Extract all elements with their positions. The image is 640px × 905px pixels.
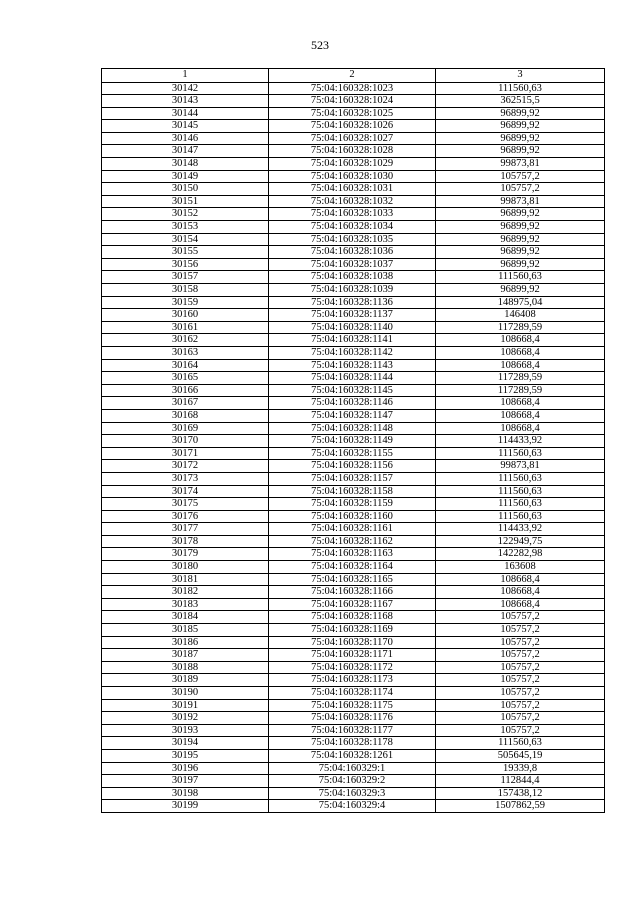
cadastral-number-cell: 75:04:160328:1038 bbox=[269, 271, 436, 284]
row-number-cell: 30170 bbox=[102, 435, 269, 448]
cadastral-number-cell: 75:04:160328:1164 bbox=[269, 561, 436, 574]
cadastral-number-cell: 75:04:160328:1030 bbox=[269, 170, 436, 183]
table-row bbox=[102, 409, 605, 422]
value-cell: 105757,2 bbox=[436, 687, 605, 700]
value-cell: 117289,59 bbox=[436, 321, 605, 334]
cadastral-number-cell: 75:04:160328:1161 bbox=[269, 523, 436, 536]
cadastral-number-cell: 75:04:160328:1174 bbox=[269, 687, 436, 700]
value-cell: 108668,4 bbox=[436, 397, 605, 410]
table-row bbox=[102, 208, 605, 221]
cadastral-number-cell: 75:04:160328:1037 bbox=[269, 258, 436, 271]
value-cell: 114433,92 bbox=[436, 435, 605, 448]
cadastral-number-cell: 75:04:160328:1028 bbox=[269, 145, 436, 158]
table-row bbox=[102, 699, 605, 712]
page-number: 523 bbox=[311, 38, 329, 52]
value-cell: 96899,92 bbox=[436, 284, 605, 297]
row-number-cell: 30155 bbox=[102, 246, 269, 259]
row-number-cell: 30157 bbox=[102, 271, 269, 284]
table-row bbox=[102, 510, 605, 523]
table-row bbox=[102, 624, 605, 637]
cadastral-number-cell: 75:04:160328:1177 bbox=[269, 724, 436, 737]
value-cell: 111560,63 bbox=[436, 485, 605, 498]
cadastral-number-cell: 75:04:160328:1149 bbox=[269, 435, 436, 448]
value-cell: 114433,92 bbox=[436, 523, 605, 536]
row-number-cell: 30183 bbox=[102, 598, 269, 611]
table-row bbox=[102, 787, 605, 800]
table-row bbox=[102, 460, 605, 473]
table-row bbox=[102, 762, 605, 775]
row-number-cell: 30148 bbox=[102, 158, 269, 171]
value-cell: 111560,63 bbox=[436, 510, 605, 523]
table-row bbox=[102, 132, 605, 145]
cadastral-number-cell: 75:04:160328:1036 bbox=[269, 246, 436, 259]
value-cell: 105757,2 bbox=[436, 183, 605, 196]
row-number-cell: 30143 bbox=[102, 95, 269, 108]
cadastral-number-cell: 75:04:160328:1163 bbox=[269, 548, 436, 561]
value-cell: 111560,63 bbox=[436, 472, 605, 485]
cadastral-number-cell: 75:04:160328:1033 bbox=[269, 208, 436, 221]
cadastral-number-cell: 75:04:160328:1148 bbox=[269, 422, 436, 435]
row-number-cell: 30173 bbox=[102, 472, 269, 485]
cadastral-number-cell: 75:04:160328:1032 bbox=[269, 195, 436, 208]
cadastral-number-cell: 75:04:160328:1172 bbox=[269, 661, 436, 674]
value-cell: 142282,98 bbox=[436, 548, 605, 561]
value-cell: 117289,59 bbox=[436, 384, 605, 397]
row-number-cell: 30158 bbox=[102, 284, 269, 297]
table-row bbox=[102, 183, 605, 196]
cadastral-number-cell: 75:04:160328:1176 bbox=[269, 712, 436, 725]
value-cell: 105757,2 bbox=[436, 699, 605, 712]
cadastral-number-cell: 75:04:160328:1027 bbox=[269, 132, 436, 145]
cadastral-number-cell: 75:04:160328:1140 bbox=[269, 321, 436, 334]
row-number-cell: 30154 bbox=[102, 233, 269, 246]
table-row bbox=[102, 309, 605, 322]
column-header-1: 1 bbox=[102, 69, 269, 83]
table-row bbox=[102, 687, 605, 700]
table-row bbox=[102, 561, 605, 574]
value-cell: 108668,4 bbox=[436, 409, 605, 422]
value-cell: 96899,92 bbox=[436, 132, 605, 145]
value-cell: 108668,4 bbox=[436, 346, 605, 359]
table-row bbox=[102, 737, 605, 750]
cadastral-number-cell: 75:04:160328:1178 bbox=[269, 737, 436, 750]
cadastral-value-table bbox=[101, 68, 605, 813]
table-row bbox=[102, 749, 605, 762]
row-number-cell: 30175 bbox=[102, 498, 269, 511]
row-number-cell: 30167 bbox=[102, 397, 269, 410]
cadastral-number-cell: 75:04:160328:1166 bbox=[269, 586, 436, 599]
value-cell: 96899,92 bbox=[436, 221, 605, 234]
row-number-cell: 30161 bbox=[102, 321, 269, 334]
cadastral-number-cell: 75:04:160328:1142 bbox=[269, 346, 436, 359]
row-number-cell: 30178 bbox=[102, 535, 269, 548]
table-row bbox=[102, 485, 605, 498]
value-cell: 108668,4 bbox=[436, 422, 605, 435]
row-number-cell: 30151 bbox=[102, 195, 269, 208]
header-row bbox=[102, 69, 605, 83]
table-row bbox=[102, 636, 605, 649]
cadastral-number-cell: 75:04:160328:1039 bbox=[269, 284, 436, 297]
cadastral-number-cell: 75:04:160329:4 bbox=[269, 800, 436, 813]
table-row bbox=[102, 800, 605, 813]
cadastral-number-cell: 75:04:160328:1137 bbox=[269, 309, 436, 322]
table-row bbox=[102, 586, 605, 599]
value-cell: 111560,63 bbox=[436, 82, 605, 95]
table-row bbox=[102, 372, 605, 385]
value-cell: 105757,2 bbox=[436, 661, 605, 674]
value-cell: 105757,2 bbox=[436, 636, 605, 649]
table-row bbox=[102, 674, 605, 687]
row-number-cell: 30194 bbox=[102, 737, 269, 750]
row-number-cell: 30180 bbox=[102, 561, 269, 574]
table-row bbox=[102, 334, 605, 347]
table-row bbox=[102, 548, 605, 561]
row-number-cell: 30165 bbox=[102, 372, 269, 385]
table-row bbox=[102, 95, 605, 108]
value-cell: 19339,8 bbox=[436, 762, 605, 775]
row-number-cell: 30197 bbox=[102, 775, 269, 788]
table-row bbox=[102, 221, 605, 234]
cadastral-number-cell: 75:04:160328:1157 bbox=[269, 472, 436, 485]
row-number-cell: 30176 bbox=[102, 510, 269, 523]
row-number-cell: 30149 bbox=[102, 170, 269, 183]
value-cell: 105757,2 bbox=[436, 724, 605, 737]
row-number-cell: 30182 bbox=[102, 586, 269, 599]
table-row bbox=[102, 296, 605, 309]
cadastral-number-cell: 75:04:160328:1170 bbox=[269, 636, 436, 649]
table-row bbox=[102, 195, 605, 208]
row-number-cell: 30144 bbox=[102, 107, 269, 120]
value-cell: 105757,2 bbox=[436, 624, 605, 637]
row-number-cell: 30193 bbox=[102, 724, 269, 737]
value-cell: 146408 bbox=[436, 309, 605, 322]
row-number-cell: 30156 bbox=[102, 258, 269, 271]
value-cell: 96899,92 bbox=[436, 145, 605, 158]
row-number-cell: 30196 bbox=[102, 762, 269, 775]
cadastral-number-cell: 75:04:160328:1029 bbox=[269, 158, 436, 171]
table-row bbox=[102, 359, 605, 372]
table-row bbox=[102, 246, 605, 259]
table-row bbox=[102, 435, 605, 448]
value-cell: 96899,92 bbox=[436, 246, 605, 259]
value-cell: 505645,19 bbox=[436, 749, 605, 762]
value-cell: 108668,4 bbox=[436, 359, 605, 372]
cadastral-number-cell: 75:04:160328:1167 bbox=[269, 598, 436, 611]
table-body bbox=[102, 82, 605, 812]
value-cell: 111560,63 bbox=[436, 447, 605, 460]
row-number-cell: 30159 bbox=[102, 296, 269, 309]
row-number-cell: 30195 bbox=[102, 749, 269, 762]
cadastral-number-cell: 75:04:160328:1173 bbox=[269, 674, 436, 687]
table-row bbox=[102, 384, 605, 397]
value-cell: 105757,2 bbox=[436, 712, 605, 725]
table-row bbox=[102, 284, 605, 297]
cadastral-number-cell: 75:04:160328:1168 bbox=[269, 611, 436, 624]
cadastral-number-cell: 75:04:160328:1141 bbox=[269, 334, 436, 347]
row-number-cell: 30166 bbox=[102, 384, 269, 397]
row-number-cell: 30171 bbox=[102, 447, 269, 460]
row-number-cell: 30172 bbox=[102, 460, 269, 473]
cadastral-number-cell: 75:04:160328:1146 bbox=[269, 397, 436, 410]
cadastral-number-cell: 75:04:160328:1023 bbox=[269, 82, 436, 95]
table-row bbox=[102, 712, 605, 725]
column-header-3: 3 bbox=[436, 69, 605, 83]
cadastral-number-cell: 75:04:160328:1159 bbox=[269, 498, 436, 511]
cadastral-number-cell: 75:04:160328:1035 bbox=[269, 233, 436, 246]
value-cell: 99873,81 bbox=[436, 158, 605, 171]
row-number-cell: 30187 bbox=[102, 649, 269, 662]
cadastral-number-cell: 75:04:160328:1261 bbox=[269, 749, 436, 762]
row-number-cell: 30190 bbox=[102, 687, 269, 700]
row-number-cell: 30169 bbox=[102, 422, 269, 435]
table-row bbox=[102, 598, 605, 611]
row-number-cell: 30160 bbox=[102, 309, 269, 322]
table-row bbox=[102, 346, 605, 359]
cadastral-number-cell: 75:04:160328:1034 bbox=[269, 221, 436, 234]
value-cell: 111560,63 bbox=[436, 737, 605, 750]
row-number-cell: 30152 bbox=[102, 208, 269, 221]
cadastral-number-cell: 75:04:160328:1147 bbox=[269, 409, 436, 422]
value-cell: 105757,2 bbox=[436, 170, 605, 183]
table-row bbox=[102, 447, 605, 460]
row-number-cell: 30185 bbox=[102, 624, 269, 637]
value-cell: 163608 bbox=[436, 561, 605, 574]
cadastral-number-cell: 75:04:160328:1145 bbox=[269, 384, 436, 397]
row-number-cell: 30164 bbox=[102, 359, 269, 372]
table-row bbox=[102, 258, 605, 271]
cadastral-number-cell: 75:04:160328:1144 bbox=[269, 372, 436, 385]
row-number-cell: 30191 bbox=[102, 699, 269, 712]
cadastral-number-cell: 75:04:160328:1143 bbox=[269, 359, 436, 372]
cadastral-number-cell: 75:04:160328:1156 bbox=[269, 460, 436, 473]
cadastral-number-cell: 75:04:160328:1169 bbox=[269, 624, 436, 637]
row-number-cell: 30145 bbox=[102, 120, 269, 133]
value-cell: 96899,92 bbox=[436, 258, 605, 271]
value-cell: 105757,2 bbox=[436, 674, 605, 687]
cadastral-number-cell: 75:04:160328:1026 bbox=[269, 120, 436, 133]
cadastral-number-cell: 75:04:160328:1025 bbox=[269, 107, 436, 120]
value-cell: 1507862,59 bbox=[436, 800, 605, 813]
value-cell: 108668,4 bbox=[436, 598, 605, 611]
value-cell: 99873,81 bbox=[436, 195, 605, 208]
table-row bbox=[102, 107, 605, 120]
value-cell: 111560,63 bbox=[436, 498, 605, 511]
value-cell: 148975,04 bbox=[436, 296, 605, 309]
table-row bbox=[102, 321, 605, 334]
table-row bbox=[102, 661, 605, 674]
value-cell: 99873,81 bbox=[436, 460, 605, 473]
table-row bbox=[102, 724, 605, 737]
value-cell: 362515,5 bbox=[436, 95, 605, 108]
row-number-cell: 30198 bbox=[102, 787, 269, 800]
row-number-cell: 30199 bbox=[102, 800, 269, 813]
value-cell: 105757,2 bbox=[436, 649, 605, 662]
row-number-cell: 30188 bbox=[102, 661, 269, 674]
cadastral-number-cell: 75:04:160329:3 bbox=[269, 787, 436, 800]
cadastral-number-cell: 75:04:160328:1165 bbox=[269, 573, 436, 586]
value-cell: 96899,92 bbox=[436, 208, 605, 221]
table-row bbox=[102, 233, 605, 246]
row-number-cell: 30146 bbox=[102, 132, 269, 145]
table-row bbox=[102, 775, 605, 788]
row-number-cell: 30147 bbox=[102, 145, 269, 158]
cadastral-number-cell: 75:04:160328:1155 bbox=[269, 447, 436, 460]
table-row bbox=[102, 535, 605, 548]
value-cell: 96899,92 bbox=[436, 120, 605, 133]
table-row bbox=[102, 523, 605, 536]
value-cell: 111560,63 bbox=[436, 271, 605, 284]
row-number-cell: 30168 bbox=[102, 409, 269, 422]
value-cell: 122949,75 bbox=[436, 535, 605, 548]
cadastral-number-cell: 75:04:160328:1162 bbox=[269, 535, 436, 548]
table-row bbox=[102, 145, 605, 158]
table-row bbox=[102, 120, 605, 133]
cadastral-number-cell: 75:04:160328:1136 bbox=[269, 296, 436, 309]
value-cell: 108668,4 bbox=[436, 573, 605, 586]
cadastral-number-cell: 75:04:160328:1158 bbox=[269, 485, 436, 498]
value-cell: 108668,4 bbox=[436, 334, 605, 347]
value-cell: 105757,2 bbox=[436, 611, 605, 624]
row-number-cell: 30162 bbox=[102, 334, 269, 347]
value-cell: 108668,4 bbox=[436, 586, 605, 599]
table-row bbox=[102, 82, 605, 95]
cadastral-number-cell: 75:04:160328:1160 bbox=[269, 510, 436, 523]
row-number-cell: 30192 bbox=[102, 712, 269, 725]
cadastral-number-cell: 75:04:160328:1024 bbox=[269, 95, 436, 108]
column-header-2: 2 bbox=[269, 69, 436, 83]
value-cell: 112844,4 bbox=[436, 775, 605, 788]
row-number-cell: 30179 bbox=[102, 548, 269, 561]
value-cell: 117289,59 bbox=[436, 372, 605, 385]
table-row bbox=[102, 649, 605, 662]
row-number-cell: 30184 bbox=[102, 611, 269, 624]
table-row bbox=[102, 498, 605, 511]
row-number-cell: 30174 bbox=[102, 485, 269, 498]
table-row bbox=[102, 422, 605, 435]
row-number-cell: 30189 bbox=[102, 674, 269, 687]
value-cell: 157438,12 bbox=[436, 787, 605, 800]
table-row bbox=[102, 397, 605, 410]
row-number-cell: 30142 bbox=[102, 82, 269, 95]
value-cell: 96899,92 bbox=[436, 107, 605, 120]
row-number-cell: 30181 bbox=[102, 573, 269, 586]
table-row bbox=[102, 573, 605, 586]
row-number-cell: 30150 bbox=[102, 183, 269, 196]
table-row bbox=[102, 170, 605, 183]
cadastral-number-cell: 75:04:160329:1 bbox=[269, 762, 436, 775]
row-number-cell: 30163 bbox=[102, 346, 269, 359]
table-row bbox=[102, 611, 605, 624]
row-number-cell: 30186 bbox=[102, 636, 269, 649]
table-row bbox=[102, 472, 605, 485]
table-row bbox=[102, 158, 605, 171]
value-cell: 96899,92 bbox=[436, 233, 605, 246]
table-row bbox=[102, 271, 605, 284]
cadastral-number-cell: 75:04:160329:2 bbox=[269, 775, 436, 788]
cadastral-number-cell: 75:04:160328:1031 bbox=[269, 183, 436, 196]
row-number-cell: 30177 bbox=[102, 523, 269, 536]
row-number-cell: 30153 bbox=[102, 221, 269, 234]
cadastral-number-cell: 75:04:160328:1175 bbox=[269, 699, 436, 712]
cadastral-number-cell: 75:04:160328:1171 bbox=[269, 649, 436, 662]
